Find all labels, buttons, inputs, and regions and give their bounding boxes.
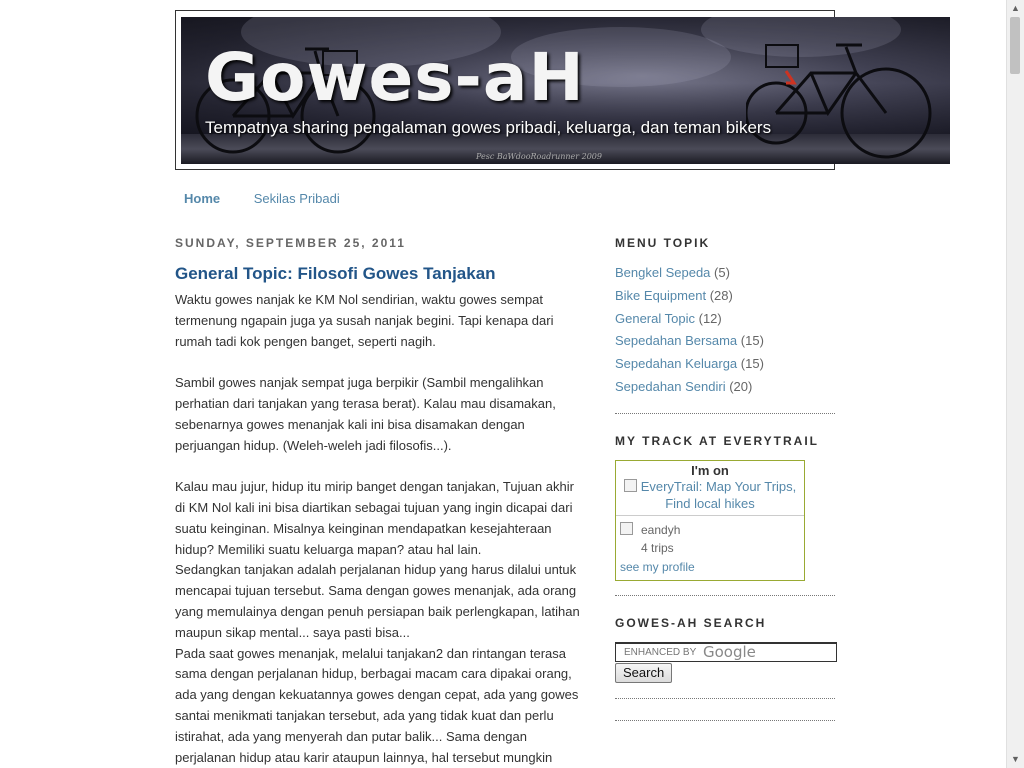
everytrail-im-on: I'm on [691,462,729,478]
search-form [615,642,835,684]
user-avatar-icon [620,522,633,535]
everytrail-trips: 4 trips [641,540,674,555]
search-widget [615,616,835,699]
category-item [615,376,835,399]
nav-link-home[interactable]: Home [184,191,221,206]
category-link[interactable]: Sepedahan Sendiri [615,378,726,394]
scroll-up-icon[interactable]: ▲ [1011,3,1020,13]
search-input[interactable] [615,642,837,662]
category-count: (5) [714,265,730,280]
sidebar [615,236,835,721]
category-link[interactable]: General Topic [615,310,695,326]
category-count: (28) [709,287,733,303]
post-paragraph: Kalau mau jujur, hidup itu mirip banget dengan tanjakan, Tujuan akhir di KM Nol kali ini bisa diartikan sebagai tujuan yang ingin dicapai dari suatu keinginan. Misalnya keinginan mendapatkan kesejahteraan hidup? Memiliki suatu keluarga mapan? atau hal lain. [175,479,574,557]
see-profile-link[interactable]: see my profile [620,559,695,574]
blog-title: Gowes-aH [205,39,585,116]
category-count: (15) [740,333,764,349]
category-count: (20) [729,378,753,394]
category-item [615,285,835,308]
broken-image-icon [624,479,637,492]
everytrail-box [615,460,805,581]
category-item [615,353,835,376]
category-count: (15) [740,356,764,372]
category-link[interactable]: Sepedahan Bersama [615,333,738,349]
everytrail-link-text: EveryTrail: Map Your Trips, Find local hikes [640,478,797,511]
post-title[interactable] [175,264,585,284]
google-logo: Google [703,642,756,661]
sidebar-divider [615,719,835,721]
post-paragraph: Pada saat gowes menanjak, melalui tanjakan2 dan rintangan terasa sama dengan perjalanan hidup, berbagai macam cara dipakai orang, ada yang dengan kekuatannya gowes dengan cepat, ada yang gowes santai menikmati tanjakan tersebut, ada yang tidak kuat dan perlu istirahat, ada yang menyerah dan putar balik... Sama dengan perjalanan hidup atau karir ataupun lainnya, hal tersebut mungkin [175,645,579,765]
scroll-down-icon[interactable]: ▼ [1011,754,1020,764]
bicycle-right-icon [746,23,946,163]
post-body [175,290,585,768]
post-title-link[interactable]: General Topic: Filosofi Gowes Tanjakan [175,264,496,283]
everytrail-link[interactable] [616,478,804,512]
category-item [615,330,835,353]
category-link[interactable]: Bike Equipment [615,287,707,303]
category-link[interactable]: Sepedahan Keluarga [615,356,738,372]
everytrail-username[interactable]: eandyh [641,522,681,537]
category-link[interactable]: Bengkel Sepeda [615,265,711,280]
search-heading: GOWES-AH SEARCH [615,615,767,630]
page-nav [175,191,367,206]
post-date: SUNDAY, SEPTEMBER 25, 2011 [175,236,406,250]
nav-link-sekilas-pribadi[interactable]: Sekilas Pribadi [253,191,340,206]
menu-topik-heading: MENU TOPIK [615,236,711,250]
main-column [175,236,585,768]
scroll-thumb[interactable] [1010,17,1020,74]
category-item [615,262,835,285]
category-list [615,262,835,399]
post-paragraph: Waktu gowes nanjak ke KM Nol sendirian, waktu gowes sempat termenung ngapain juga ya susah nanjak begini. Tapi kenapa dari rumah tadi kok pengen banget, seperti nagih. [175,292,554,349]
vertical-scrollbar[interactable] [1006,0,1024,768]
everytrail-heading: MY TRACK AT EVERYTRAIL [615,433,820,448]
everytrail-profile [616,515,804,574]
category-item [615,308,835,331]
photo-credit: Pesc BaWdooRoadrunner 2009 [476,152,602,161]
everytrail-widget [615,434,835,596]
post-paragraph: Sedangkan tanjakan adalah perjalanan hidup yang harus dilalui untuk mencapai tujuan tersebut. Sama dengan gowes menanjak, ada orang yang memulainya dengan penuh persiapan baik perlengkapan, latihan maupun sikap mental... saya pasti bisa... [175,562,580,640]
header-banner[interactable] [181,17,950,164]
category-count: (12) [698,310,722,326]
search-button[interactable]: Search [615,663,672,683]
blog-tagline: Tempatnya sharing pengalaman gowes pribadi, keluarga, dan teman bikers [205,118,772,137]
post-paragraph: Sambil gowes nanjak sempat juga berpikir (Sambil mengalihkan perhatian dari tanjakan yang terasa berat). Kalau mau disamakan, sebenarnya gowes menanjak kali ini bisa disamakan dengan perjuangan hidup. (Weleh-weleh jadi filosofis...). [175,375,556,453]
menu-topik-widget [615,236,835,414]
